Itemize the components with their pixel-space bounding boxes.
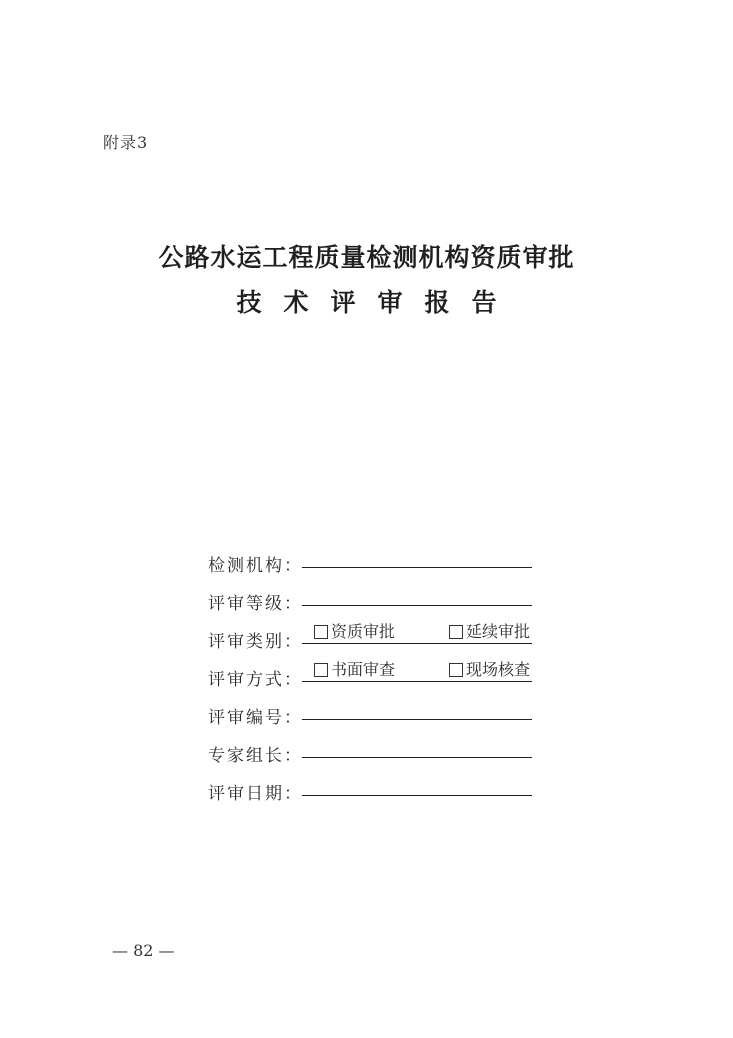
checkbox-icon[interactable] bbox=[449, 625, 463, 639]
method-option-label: 现场核查 bbox=[465, 660, 530, 679]
date-label: 评审日期： bbox=[208, 784, 303, 804]
leader-field[interactable] bbox=[302, 735, 532, 758]
leader-label: 专家组长： bbox=[208, 746, 303, 766]
report-title-line-1: 公路水运工程质量检测机构资质审批 bbox=[158, 243, 575, 272]
category-row bbox=[208, 614, 548, 652]
page-number: — 82 — bbox=[112, 941, 175, 960]
category-option-label: 资质审批 bbox=[331, 622, 396, 641]
appendix-label: 附录3 bbox=[103, 133, 149, 152]
category-option-label: 延续审批 bbox=[465, 622, 530, 641]
category-options bbox=[302, 621, 532, 644]
category-option-renewal[interactable] bbox=[449, 621, 530, 643]
date-row bbox=[208, 766, 548, 804]
review-info-form bbox=[208, 538, 548, 804]
checkbox-icon[interactable] bbox=[449, 663, 463, 677]
grade-label: 评审等级： bbox=[208, 594, 303, 614]
institution-label: 检测机构： bbox=[208, 556, 303, 576]
number-label: 评审编号： bbox=[208, 708, 303, 728]
date-field[interactable] bbox=[302, 773, 532, 796]
category-label: 评审类别： bbox=[208, 632, 303, 652]
grade-field[interactable] bbox=[302, 583, 532, 606]
institution-row bbox=[208, 538, 548, 576]
report-title-line-2: 技术评审报告 bbox=[236, 288, 519, 317]
method-options bbox=[302, 659, 532, 682]
method-option-label: 书面审查 bbox=[331, 660, 396, 679]
method-row bbox=[208, 652, 548, 690]
leader-row bbox=[208, 728, 548, 766]
number-field[interactable] bbox=[302, 697, 532, 720]
method-option-onsite[interactable] bbox=[449, 659, 530, 681]
checkbox-icon[interactable] bbox=[314, 625, 328, 639]
checkbox-icon[interactable] bbox=[314, 663, 328, 677]
grade-row bbox=[208, 576, 548, 614]
number-row bbox=[208, 690, 548, 728]
method-option-document[interactable] bbox=[314, 659, 395, 681]
category-option-qualification[interactable] bbox=[314, 621, 395, 643]
method-label: 评审方式： bbox=[208, 670, 303, 690]
institution-field[interactable] bbox=[302, 545, 532, 568]
